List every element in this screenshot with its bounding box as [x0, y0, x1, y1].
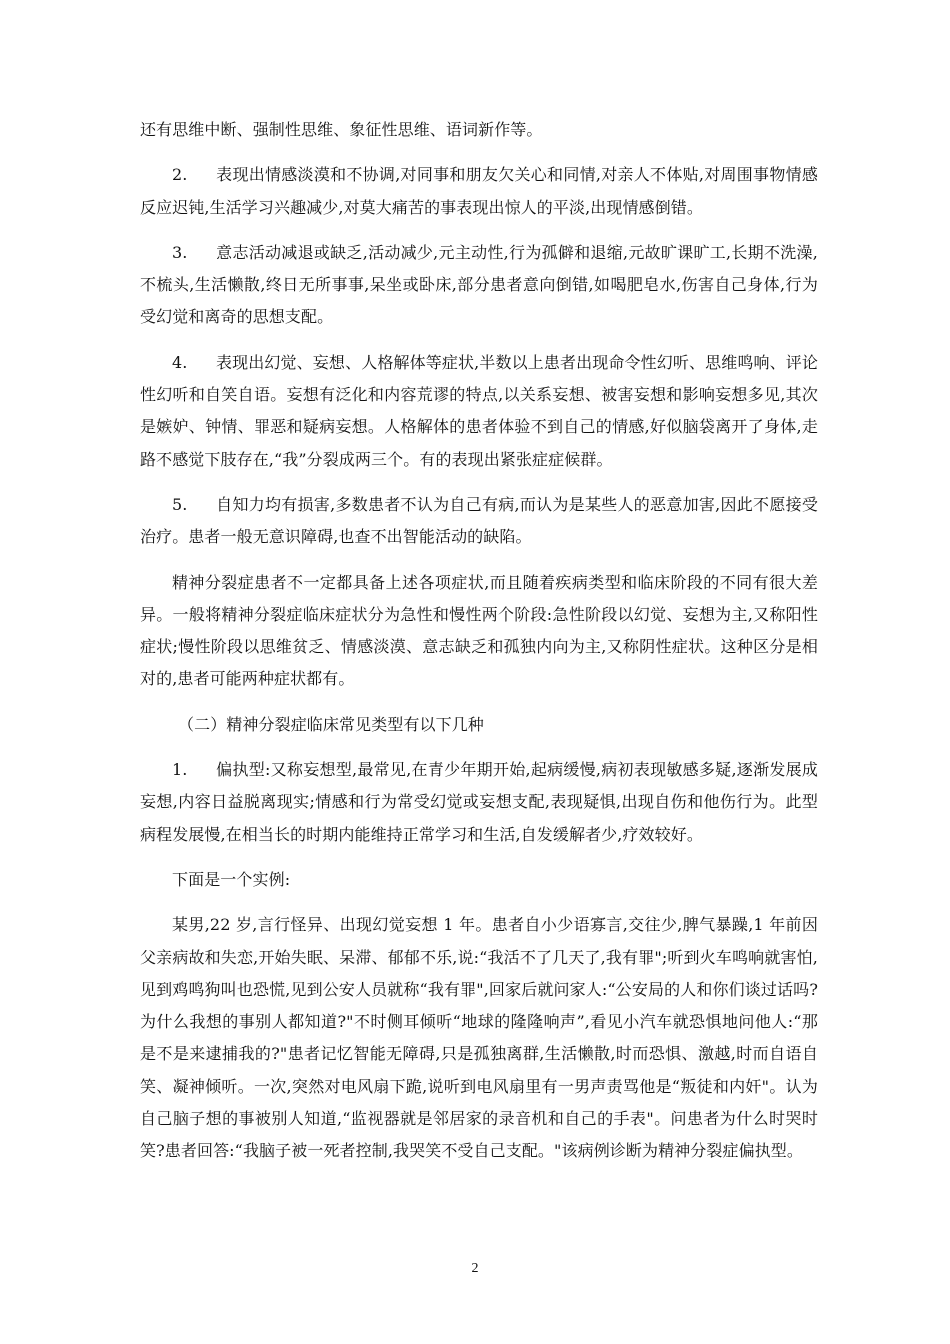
list-item-4 — [140, 347, 818, 476]
list-item-1 — [140, 754, 818, 851]
list-number: 5. — [172, 494, 188, 514]
paragraph-case-study: 某男,22 岁,言行怪异、出现幻觉妄想 1 年。患者自小少语寡言,交往少,脾气暴躁,1 年前因父亲病故和失恋,开始失眠、呆滞、郁郁不乐,说:“我活不了几天了,我有罪";听到火车鸣响就害怕,见到鸡鸣狗叫也恐慌,见到公安人员就称“我有罪",回家后就问家人:“公安局的人和你们谈过话吗?为什么我想的事别人都知道?"不时侧耳倾听“地球的隆隆响声”,看见小汽车就恐惧地问他人:“那是不是来逮捕我的?"患者记忆智能无障碍,只是孤独离群,生活懒散,时而恐惧、激越,时而自语自笑、凝神倾听。一次,突然对电风扇下跪,说听到电风扇里有一男声责骂他是“叛徒和内奸"。认为自己脑子想的事被别人知道,“监视器就是邻居家的录音机和自己的手表"。问患者为什么时哭时笑?患者回答:“我脑子被一死者控制,我哭笑不受自己支配。"该病例诊断为精神分裂症偏执型。 — [140, 915, 818, 1161]
list-number: 3. — [172, 242, 188, 262]
document-body — [140, 114, 818, 1181]
list-item-text: 自知力均有损害,多数患者不认为自己有病,而认为是某些人的恶意加害,因此不愿接受治疗。患者一般无意识障碍,也查不出智能活动的缺陷。 — [140, 494, 818, 547]
list-item-text: 偏执型:又称妄想型,最常见,在青少年期开始,起病缓慢,病初表现敏感多疑,逐渐发展成妄想,内容日益脱离现实;情感和行为常受幻觉或妄想支配,表现疑惧,出现自伤和他伤行为。此型病程发展慢,在相当长的时期内能维持正常学习和生活,自发缓解者少,疗效较好。 — [140, 760, 818, 844]
list-item-2 — [140, 159, 818, 224]
list-number: 4. — [172, 352, 188, 372]
page-number: 2 — [471, 1261, 479, 1276]
paragraph-continuation: 还有思维中断、强制性思维、象征性思维、语词新作等。 — [140, 120, 543, 139]
paragraph-summary: 精神分裂症患者不一定都具备上述各项症状,而且随着疾病类型和临床阶段的不同有很大差异。一般将精神分裂症临床症状分为急性和慢性两个阶段:急性阶段以幻觉、妄想为主,又称阳性症状;慢性阶段以思维贫乏、情感淡漠、意志缺乏和孤独内向为主,又称阴性症状。这种区分是相对的,患者可能两种症状都有。 — [140, 572, 818, 689]
list-item-text: 意志活动减退或缺乏,活动减少,元主动性,行为孤僻和退缩,元故旷课旷工,长期不洗澡,不梳头,生活懒散,终日无所事事,呆坐或卧床,部分患者意向倒错,如喝肥皂水,伤害自己身体,行为受幻觉和离奇的思想支配。 — [140, 242, 818, 327]
paragraph-example-intro: 下面是一个实例: — [172, 869, 291, 889]
list-item-5 — [140, 489, 818, 554]
list-item-text: 表现出幻觉、妄想、人格解体等症状,半数以上患者出现命令性幻听、思维鸣响、评论性幻听和自笑自语。妄想有泛化和内容荒谬的特点,以关系妄想、被害妄想和影响妄想多见,其次是嫉妒、钟情、罪恶和疑病妄想。人格解体的患者体验不到自己的情感,好似脑袋离开了身体,走路不感觉下肢存在,“我”分裂成两三个。有的表现出紧张症症候群。 — [140, 352, 818, 469]
section-heading: （二）精神分裂症临床常见类型有以下几种 — [178, 714, 484, 734]
list-number: 2. — [172, 165, 188, 185]
list-item-text: 表现出情感淡漠和不协调,对同事和朋友欠关心和同情,对亲人不体贴,对周围事物情感反应迟钝,生活学习兴趣减少,对莫大痛苦的事表现出惊人的平淡,出现情感倒错。 — [140, 165, 818, 217]
list-item-3 — [140, 237, 818, 334]
list-number: 1. — [172, 760, 188, 780]
